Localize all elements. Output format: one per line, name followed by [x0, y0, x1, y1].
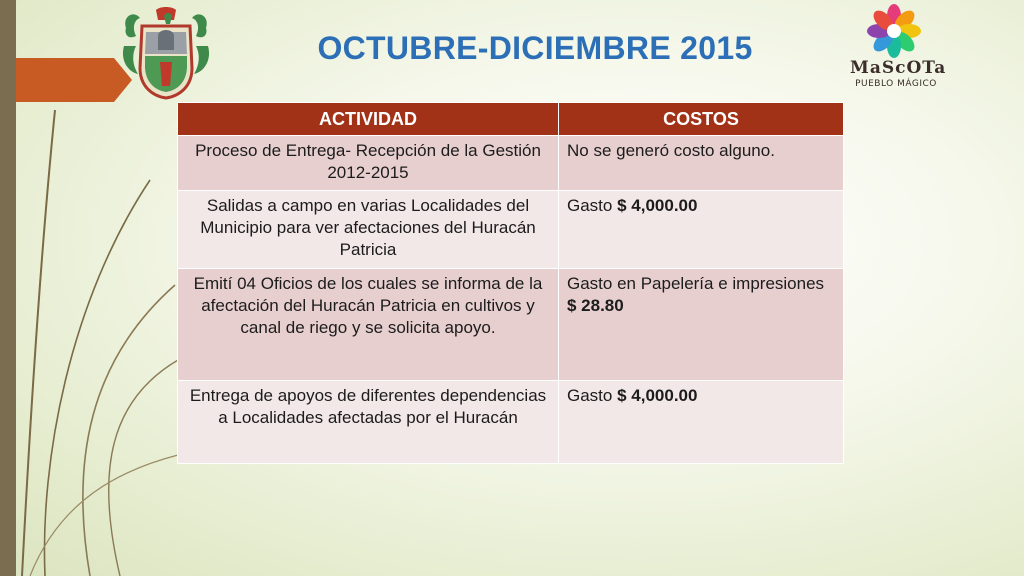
arrow-accent-shape: [16, 58, 134, 102]
municipal-crest-logo: [120, 6, 212, 100]
cost-text: Gasto en Papelería e impresiones: [567, 274, 825, 293]
cost-cell: [559, 136, 844, 191]
cost-amount: $ 28.80: [567, 296, 624, 315]
activity-cell: Proceso de Entrega- Recepción de la Gestión 2012-2015: [178, 136, 559, 191]
mascota-pueblo-magico-logo: [846, 4, 947, 100]
activity-cell: Salidas a campo en varias Localidades del Municipio para ver afectaciones del Huracán Patricia: [178, 191, 559, 269]
slide-title: OCTUBRE-DICIEMBRE 2015: [317, 30, 753, 66]
cost-cell: [559, 381, 844, 464]
activity-cell: Emití 04 Oficios de los cuales se informa de la afectación del Huracán Patricia en cultivos y canal de riego y se solicita apoyo.: [178, 269, 559, 381]
column-header-costos: COSTOS: [559, 103, 844, 136]
table-row: [178, 191, 844, 269]
flower-icon: [846, 4, 942, 60]
table-row: [178, 136, 844, 191]
activities-costs-table: [177, 102, 844, 464]
cost-amount: $ 4,000.00: [617, 196, 698, 215]
cost-amount: $ 4,000.00: [617, 386, 698, 405]
cost-cell: [559, 191, 844, 269]
logo-tagline: PUEBLO MÁGICO: [855, 79, 937, 89]
column-header-actividad: ACTIVIDAD: [178, 103, 559, 136]
table-row: [178, 381, 844, 464]
logo-wordmark: MaScOTa: [850, 58, 947, 78]
cost-text: Gasto: [567, 386, 618, 405]
cost-cell: [559, 269, 844, 381]
cost-text: Gasto: [567, 196, 618, 215]
table-header-row: [178, 103, 844, 136]
activity-cell: Entrega de apoyos de diferentes dependencias a Localidades afectadas por el Huracán: [178, 381, 559, 464]
table-row: [178, 269, 844, 381]
cost-text: No se generó costo alguno.: [567, 141, 775, 160]
